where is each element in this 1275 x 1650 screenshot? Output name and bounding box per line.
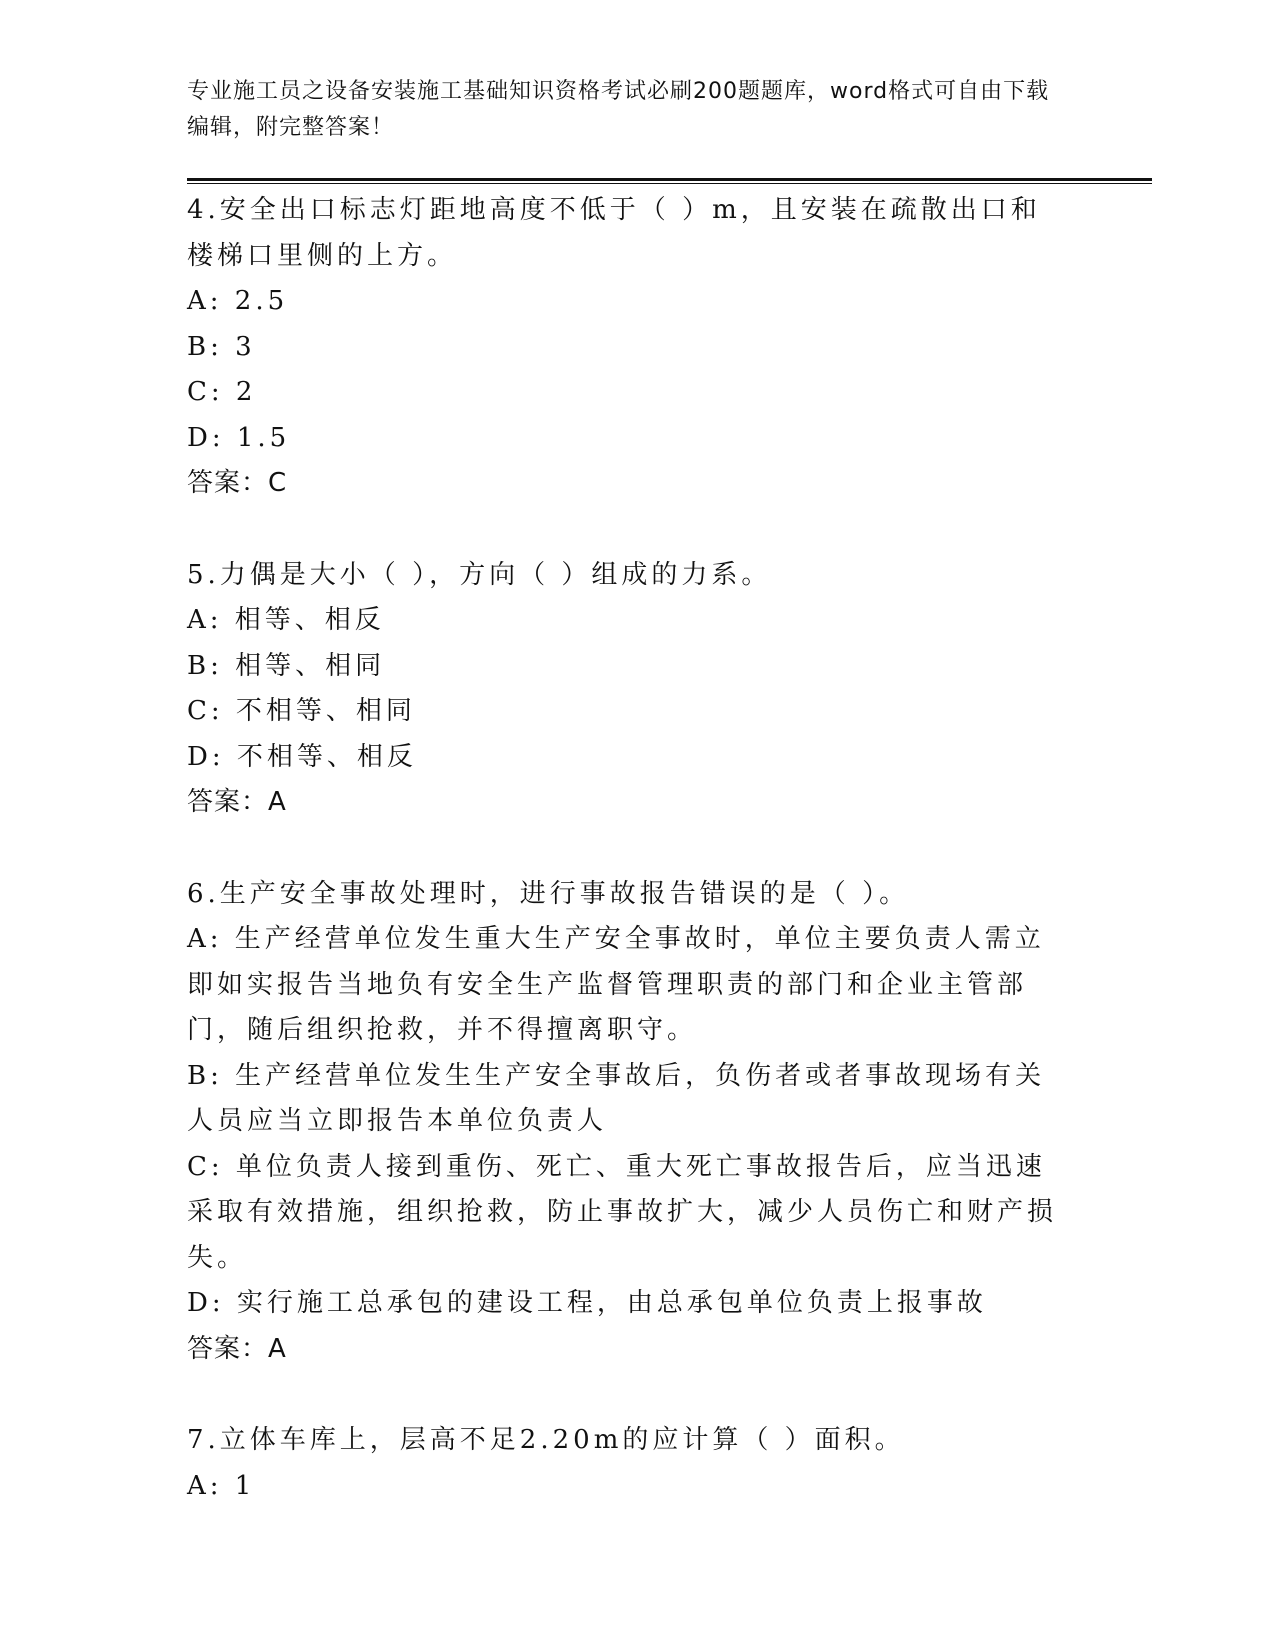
question-4 xyxy=(187,188,1087,507)
document-header: 专业施工员之设备安装施工基础知识资格考试必刷200题题库，word格式可自由下载编辑，附完整答案！ xyxy=(187,79,1050,140)
option-d: D: 不相等、相反 xyxy=(187,741,417,772)
question-stem: 5.力偶是大小（ ），方向（ ）组成的力系。 xyxy=(187,559,772,590)
option-c: C: 单位负责人接到重伤、死亡、重大死亡事故报告后，应当迅速采取有效措施，组织抢救，防止事故扩大，减少人员伤亡和财产损失。 xyxy=(187,1151,1058,1273)
question-stem: 4.安全出口标志灯距地高度不低于（ ）m，且安装在疏散出口和楼梯口里侧的上方。 xyxy=(187,195,1041,271)
answer: 答案：A xyxy=(187,1333,287,1364)
option-c: C: 2 xyxy=(187,377,257,407)
question-7 xyxy=(187,1418,1087,1509)
option-b: B: 3 xyxy=(187,331,256,362)
question-5 xyxy=(187,553,1087,826)
question-stem: 7.立体车库上，层高不足2.20m的应计算（ ）面积。 xyxy=(187,1425,905,1455)
option-c: C: 不相等、相同 xyxy=(187,696,416,726)
question-list xyxy=(187,188,1087,1555)
option-a: A: 相等、相反 xyxy=(187,605,385,635)
option-a: A: 生产经营单位发生重大生产安全事故时，单位主要负责人需立即如实报告当地负有安全生产监督管理职责的部门和企业主管部门，随后组织抢救，并不得擅离职守。 xyxy=(187,924,1045,1045)
option-d: D: 1.5 xyxy=(187,422,291,453)
option-a: A: 1 xyxy=(187,1470,256,1501)
question-stem: 6.生产安全事故处理时，进行事故报告错误的是（ ）。 xyxy=(187,878,910,909)
answer: 答案：A xyxy=(187,787,287,817)
option-d: D: 实行施工总承包的建设工程，由总承包单位负责上报事故 xyxy=(187,1288,987,1318)
option-b: B: 生产经营单位发生生产安全事故后，负伤者或者事故现场有关人员应当立即报告本单位负责人 xyxy=(187,1060,1046,1136)
question-6 xyxy=(187,872,1087,1373)
header-divider-thin xyxy=(187,183,1152,184)
option-b: B: 相等、相同 xyxy=(187,650,386,681)
answer: 答案：C xyxy=(187,468,288,498)
option-a: A: 2.5 xyxy=(187,286,289,316)
header-divider-thick xyxy=(187,178,1152,181)
